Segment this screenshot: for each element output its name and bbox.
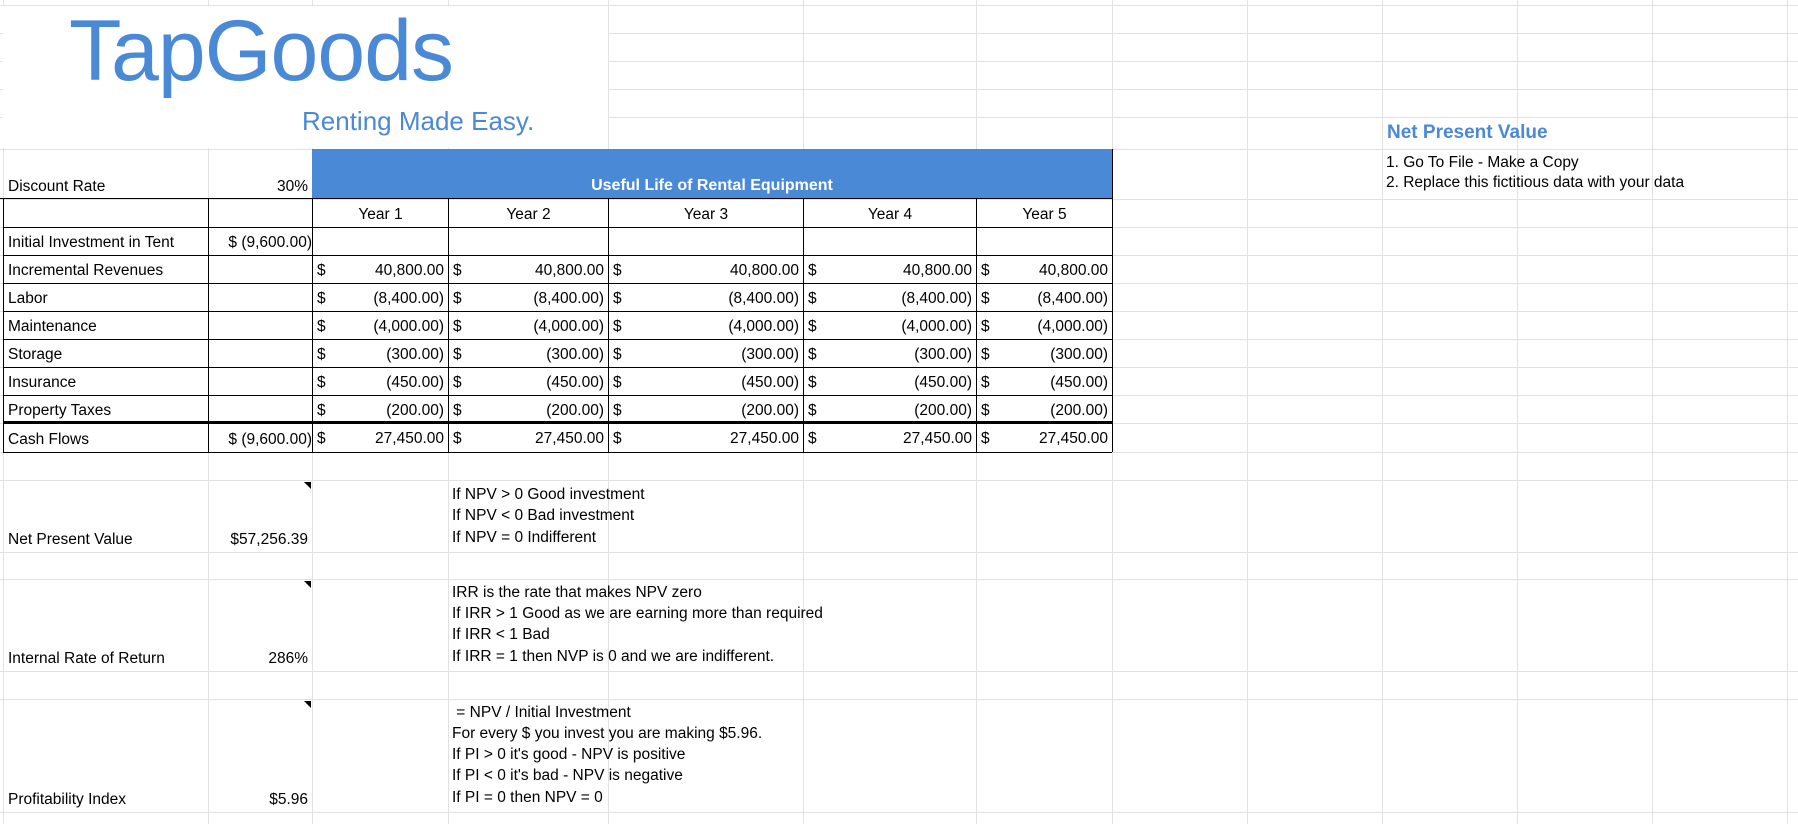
- cell-value: 40,800.00: [1039, 262, 1108, 279]
- side-steps[interactable]: [1386, 153, 1684, 193]
- money-cell[interactable]: [312, 283, 448, 311]
- money-cell[interactable]: [312, 423, 448, 451]
- currency-symbol: $: [453, 318, 462, 335]
- table-border: [3, 255, 1112, 256]
- row-label[interactable]: Maintenance: [8, 318, 97, 335]
- cell-value: 27,450.00: [1039, 430, 1108, 447]
- money-cell[interactable]: [608, 423, 803, 451]
- money-cell[interactable]: [608, 395, 803, 423]
- note-line: = NPV / Initial Investment: [452, 703, 631, 721]
- side-step: 2. Replace this fictitious data with your data: [1386, 174, 1685, 191]
- table-border: [448, 199, 449, 452]
- row-label[interactable]: Cash Flows: [8, 431, 89, 448]
- metric-label[interactable]: Internal Rate of Return: [8, 650, 165, 667]
- table-border: [1112, 149, 1113, 199]
- money-cell[interactable]: [448, 255, 608, 283]
- currency-symbol: $: [981, 290, 990, 307]
- currency-symbol: $: [317, 402, 326, 419]
- currency-symbol: $: [453, 374, 462, 391]
- note-line: IRR is the rate that makes NPV zero: [452, 583, 702, 601]
- money-cell[interactable]: [803, 283, 976, 311]
- note-line: If IRR < 1 Bad: [452, 626, 550, 644]
- note-line: If PI < 0 it's bad - NPV is negative: [452, 767, 683, 785]
- table-border: [312, 199, 313, 452]
- cell-value: 40,800.00: [375, 262, 444, 279]
- currency-symbol: $: [453, 402, 462, 419]
- row-label[interactable]: Incremental Revenues: [8, 262, 164, 279]
- currency-symbol: $: [808, 346, 817, 363]
- currency-symbol: $: [808, 290, 817, 307]
- currency-symbol: $: [613, 318, 622, 335]
- table-border: [3, 283, 1112, 284]
- logo-tagline: Renting Made Easy.: [302, 106, 535, 136]
- money-cell[interactable]: [976, 283, 1112, 311]
- cell-value: (8,400.00): [373, 290, 444, 307]
- money-cell[interactable]: [803, 423, 976, 451]
- year-header[interactable]: Year 2: [506, 206, 551, 223]
- money-cell[interactable]: [976, 367, 1112, 395]
- cell-value: (300.00): [914, 346, 972, 363]
- money-cell[interactable]: [312, 255, 448, 283]
- currency-symbol: $: [613, 402, 622, 419]
- year-header[interactable]: Year 4: [867, 206, 913, 223]
- currency-symbol: $: [317, 346, 326, 363]
- gridline: [0, 671, 1798, 672]
- year-header[interactable]: Year 3: [683, 206, 729, 223]
- metric-notes[interactable]: [452, 702, 762, 808]
- currency-symbol: $: [453, 430, 462, 447]
- initial-investment-value[interactable]: $ (9,600.00): [228, 234, 312, 251]
- currency-symbol: $: [981, 402, 990, 419]
- table-border: [3, 311, 1112, 312]
- cell-value: 27,450.00: [535, 430, 604, 447]
- table-border: [3, 367, 1112, 368]
- cell-value: (4,000.00): [728, 318, 799, 335]
- money-cell[interactable]: [448, 367, 608, 395]
- gridline: [1247, 0, 1248, 824]
- empty-cell[interactable]: [208, 199, 312, 227]
- currency-symbol: $: [808, 430, 817, 447]
- comment-indicator-icon[interactable]: [304, 581, 311, 588]
- cell-value: (450.00): [1050, 374, 1108, 391]
- money-cell[interactable]: [608, 311, 803, 339]
- table-border: [976, 199, 977, 452]
- gridline: [1382, 0, 1383, 824]
- money-cell[interactable]: [803, 339, 976, 367]
- cell-value: (8,400.00): [533, 290, 604, 307]
- currency-symbol: $: [808, 374, 817, 391]
- cash-flow-border: [3, 421, 1112, 424]
- currency-symbol: $: [317, 318, 326, 335]
- row-label[interactable]: Insurance: [8, 374, 77, 391]
- currency-symbol: $: [981, 374, 990, 391]
- cell-value: 40,800.00: [730, 262, 799, 279]
- money-cell[interactable]: [608, 283, 803, 311]
- side-step: 1. Go To File - Make a Copy: [1386, 154, 1579, 171]
- money-cell[interactable]: [448, 339, 608, 367]
- note-line: For every $ you invest you are making $5.96.: [452, 724, 763, 742]
- cell-value: (450.00): [546, 374, 604, 391]
- table-title[interactable]: Useful Life of Rental Equipment: [312, 149, 1112, 199]
- cell-value: (300.00): [386, 346, 444, 363]
- money-cell[interactable]: [803, 311, 976, 339]
- money-cell[interactable]: [312, 367, 448, 395]
- cell-value: 27,450.00: [375, 430, 444, 447]
- gridline: [0, 552, 1798, 553]
- money-cell[interactable]: [312, 311, 448, 339]
- currency-symbol: $: [981, 346, 990, 363]
- logo-wordmark: TapGoods: [69, 3, 454, 99]
- year-header[interactable]: Year 1: [358, 206, 403, 223]
- row-label[interactable]: Storage: [8, 346, 63, 363]
- money-cell[interactable]: [608, 255, 803, 283]
- metric-value[interactable]: $57,256.39: [230, 531, 308, 548]
- currency-symbol: $: [317, 290, 326, 307]
- cell-value: (300.00): [1050, 346, 1108, 363]
- table-border: [3, 227, 1112, 228]
- money-cell[interactable]: [312, 395, 448, 423]
- cash-flow-initial[interactable]: $ (9,600.00): [228, 431, 312, 448]
- metric-notes[interactable]: [452, 484, 645, 548]
- cell-value: (4,000.00): [901, 318, 972, 335]
- table-border: [3, 452, 1112, 453]
- side-title[interactable]: Net Present Value: [1387, 122, 1548, 143]
- cell-value: (450.00): [386, 374, 444, 391]
- money-cell[interactable]: [803, 255, 976, 283]
- cell-value: (8,400.00): [728, 290, 799, 307]
- cell-value: 27,450.00: [903, 430, 972, 447]
- currency-symbol: $: [808, 262, 817, 279]
- row-label[interactable]: Property Taxes: [8, 402, 112, 419]
- cell-value: (200.00): [741, 402, 799, 419]
- table-border: [208, 198, 209, 452]
- currency-symbol: $: [808, 318, 817, 335]
- currency-symbol: $: [613, 346, 622, 363]
- money-cell[interactable]: [803, 367, 976, 395]
- money-cell[interactable]: [448, 283, 608, 311]
- gridline: [1787, 0, 1788, 824]
- discount-rate-value[interactable]: 30%: [276, 178, 308, 195]
- note-line: If PI > 0 it's good - NPV is positive: [452, 746, 686, 764]
- gridline: [1652, 0, 1653, 824]
- currency-symbol: $: [613, 262, 622, 279]
- cell-value: (200.00): [546, 402, 604, 419]
- comment-indicator-icon[interactable]: [304, 701, 311, 708]
- note-line: If IRR = 1 then NVP is 0 and we are indifferent.: [452, 647, 775, 665]
- currency-symbol: $: [317, 374, 326, 391]
- currency-symbol: $: [981, 262, 990, 279]
- table-border: [3, 198, 4, 452]
- currency-symbol: $: [613, 430, 622, 447]
- cell-value: (4,000.00): [373, 318, 444, 335]
- currency-symbol: $: [317, 262, 326, 279]
- table-border: [3, 339, 1112, 340]
- table-border: [1112, 199, 1113, 452]
- note-line: If PI = 0 then NPV = 0: [452, 788, 603, 806]
- cell-value: (200.00): [1050, 402, 1108, 419]
- money-cell[interactable]: [976, 255, 1112, 283]
- money-cell[interactable]: [608, 367, 803, 395]
- table-border: [803, 199, 804, 452]
- row-label[interactable]: Labor: [8, 290, 48, 307]
- table-border: [0, 198, 1112, 199]
- empty-cell[interactable]: [3, 199, 208, 227]
- money-cell[interactable]: [448, 423, 608, 451]
- currency-symbol: $: [981, 430, 990, 447]
- money-cell[interactable]: [976, 339, 1112, 367]
- currency-symbol: $: [981, 318, 990, 335]
- metric-value[interactable]: $5.96: [269, 791, 308, 808]
- cell-value: (8,400.00): [901, 290, 972, 307]
- cell-value: (450.00): [914, 374, 972, 391]
- metric-value[interactable]: 286%: [268, 650, 308, 667]
- year-header[interactable]: Year 5: [1022, 206, 1067, 223]
- table-border: [3, 395, 1112, 396]
- cell-value: (4,000.00): [1037, 318, 1108, 335]
- cell-value: 40,800.00: [903, 262, 972, 279]
- cell-value: (4,000.00): [533, 318, 604, 335]
- metric-notes[interactable]: [452, 582, 823, 667]
- money-cell[interactable]: [312, 339, 448, 367]
- row-label[interactable]: Initial Investment in Tent: [8, 234, 174, 251]
- money-cell[interactable]: [448, 311, 608, 339]
- cell-value: (200.00): [914, 402, 972, 419]
- cell-value: (450.00): [741, 374, 799, 391]
- money-cell[interactable]: [976, 395, 1112, 423]
- cell-value: (8,400.00): [1037, 290, 1108, 307]
- currency-symbol: $: [613, 290, 622, 307]
- money-cell[interactable]: [608, 339, 803, 367]
- metric-label[interactable]: Net Present Value: [8, 531, 133, 548]
- currency-symbol: $: [317, 430, 326, 447]
- cell-value: (200.00): [386, 402, 444, 419]
- metric-label[interactable]: Profitability Index: [8, 791, 127, 808]
- comment-indicator-icon[interactable]: [304, 482, 311, 489]
- table-border: [608, 199, 609, 452]
- currency-symbol: $: [613, 374, 622, 391]
- note-line: If NPV < 0 Bad investment: [452, 507, 635, 525]
- cell-value: (300.00): [546, 346, 604, 363]
- logo: [3, 3, 608, 148]
- currency-symbol: $: [453, 346, 462, 363]
- cell-value: 40,800.00: [535, 262, 604, 279]
- currency-symbol: $: [453, 262, 462, 279]
- money-cell[interactable]: [976, 423, 1112, 451]
- discount-rate-label[interactable]: Discount Rate: [8, 178, 106, 195]
- currency-symbol: $: [808, 402, 817, 419]
- money-cell[interactable]: [976, 311, 1112, 339]
- cell-value: 27,450.00: [730, 430, 799, 447]
- note-line: If IRR > 1 Good as we are earning more than required: [452, 605, 823, 623]
- gridline: [0, 812, 1798, 813]
- currency-symbol: $: [453, 290, 462, 307]
- money-cell[interactable]: [448, 395, 608, 423]
- note-line: If NPV = 0 Indifferent: [452, 528, 597, 546]
- note-line: If NPV > 0 Good investment: [452, 486, 645, 504]
- money-cell[interactable]: [803, 395, 976, 423]
- cell-value: (300.00): [741, 346, 799, 363]
